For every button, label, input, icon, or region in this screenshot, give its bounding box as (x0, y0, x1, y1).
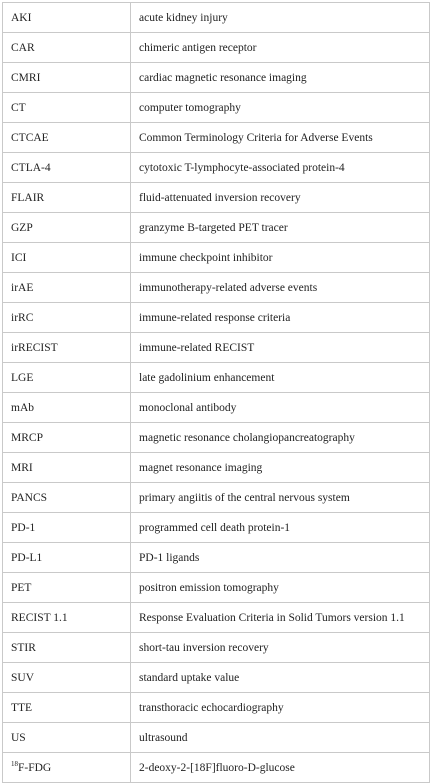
abbreviation-definition: 2-deoxy-2-[18F]fluoro-D-glucose (131, 753, 430, 783)
abbreviation-term: LGE (3, 363, 131, 393)
table-row (3, 693, 430, 723)
table-row (3, 213, 430, 243)
abbreviation-term: MRI (3, 453, 131, 483)
table-row (3, 483, 430, 513)
table-row (3, 243, 430, 273)
abbreviation-term: CAR (3, 33, 131, 63)
table-row (3, 423, 430, 453)
abbreviation-definition: ultrasound (131, 723, 430, 753)
table-row (3, 663, 430, 693)
isotope-superscript: 18 (11, 759, 18, 768)
abbreviation-definition: cardiac magnetic resonance imaging (131, 63, 430, 93)
abbreviation-term: RECIST 1.1 (3, 603, 131, 633)
abbreviation-definition: PD-1 ligands (131, 543, 430, 573)
abbreviation-definition: Common Terminology Criteria for Adverse Events (131, 123, 430, 153)
abbreviation-definition: computer tomography (131, 93, 430, 123)
abbreviations-table (2, 2, 430, 783)
abbreviations-table-body (3, 3, 430, 783)
abbreviation-definition: immune checkpoint inhibitor (131, 243, 430, 273)
table-row (3, 333, 430, 363)
abbreviation-term: AKI (3, 3, 131, 33)
abbreviation-definition: monoclonal antibody (131, 393, 430, 423)
abbreviation-term: mAb (3, 393, 131, 423)
abbreviation-term: PD-1 (3, 513, 131, 543)
abbreviation-term: irAE (3, 273, 131, 303)
abbreviation-term (3, 753, 131, 783)
abbreviation-term: TTE (3, 693, 131, 723)
table-row (3, 453, 430, 483)
table-row (3, 513, 430, 543)
abbreviation-term: irRECIST (3, 333, 131, 363)
abbreviation-definition: primary angiitis of the central nervous system (131, 483, 430, 513)
abbreviation-term: CT (3, 93, 131, 123)
abbreviation-definition: positron emission tomography (131, 573, 430, 603)
table-row (3, 123, 430, 153)
table-row (3, 543, 430, 573)
abbreviation-definition: late gadolinium enhancement (131, 363, 430, 393)
abbreviation-term: irRC (3, 303, 131, 333)
abbreviation-term: CMRI (3, 63, 131, 93)
abbreviation-term: PD-L1 (3, 543, 131, 573)
table-row (3, 153, 430, 183)
abbreviation-definition: transthoracic echocardiography (131, 693, 430, 723)
abbreviation-definition: cytotoxic T-lymphocyte-associated protein-4 (131, 153, 430, 183)
abbreviation-term-main: F-FDG (18, 761, 52, 774)
abbreviation-term: US (3, 723, 131, 753)
table-row (3, 33, 430, 63)
abbreviation-term: CTCAE (3, 123, 131, 153)
table-row (3, 273, 430, 303)
abbreviation-term: PET (3, 573, 131, 603)
abbreviation-term: CTLA-4 (3, 153, 131, 183)
table-row (3, 183, 430, 213)
abbreviation-definition: granzyme B-targeted PET tracer (131, 213, 430, 243)
abbreviation-definition: immunotherapy-related adverse events (131, 273, 430, 303)
abbreviation-definition: short-tau inversion recovery (131, 633, 430, 663)
abbreviation-definition: magnet resonance imaging (131, 453, 430, 483)
abbreviation-term: FLAIR (3, 183, 131, 213)
abbreviation-term: MRCP (3, 423, 131, 453)
abbreviation-definition: magnetic resonance cholangiopancreatography (131, 423, 430, 453)
abbreviation-definition: immune-related response criteria (131, 303, 430, 333)
abbreviation-definition: chimeric antigen receptor (131, 33, 430, 63)
table-row (3, 573, 430, 603)
abbreviation-definition: programmed cell death protein-1 (131, 513, 430, 543)
abbreviation-definition: immune-related RECIST (131, 333, 430, 363)
abbreviation-term: GZP (3, 213, 131, 243)
table-row (3, 3, 430, 33)
table-row (3, 633, 430, 663)
table-row (3, 303, 430, 333)
table-row (3, 753, 430, 783)
table-row (3, 723, 430, 753)
abbreviation-definition: acute kidney injury (131, 3, 430, 33)
table-row (3, 603, 430, 633)
abbreviation-term: PANCS (3, 483, 131, 513)
table-row (3, 63, 430, 93)
table-row (3, 393, 430, 423)
table-row (3, 93, 430, 123)
abbreviation-definition: standard uptake value (131, 663, 430, 693)
abbreviation-definition: Response Evaluation Criteria in Solid Tumors version 1.1 (131, 603, 430, 633)
abbreviation-definition: fluid-attenuated inversion recovery (131, 183, 430, 213)
abbreviation-term: ICI (3, 243, 131, 273)
table-row (3, 363, 430, 393)
abbreviation-term: STIR (3, 633, 131, 663)
abbreviation-term: SUV (3, 663, 131, 693)
